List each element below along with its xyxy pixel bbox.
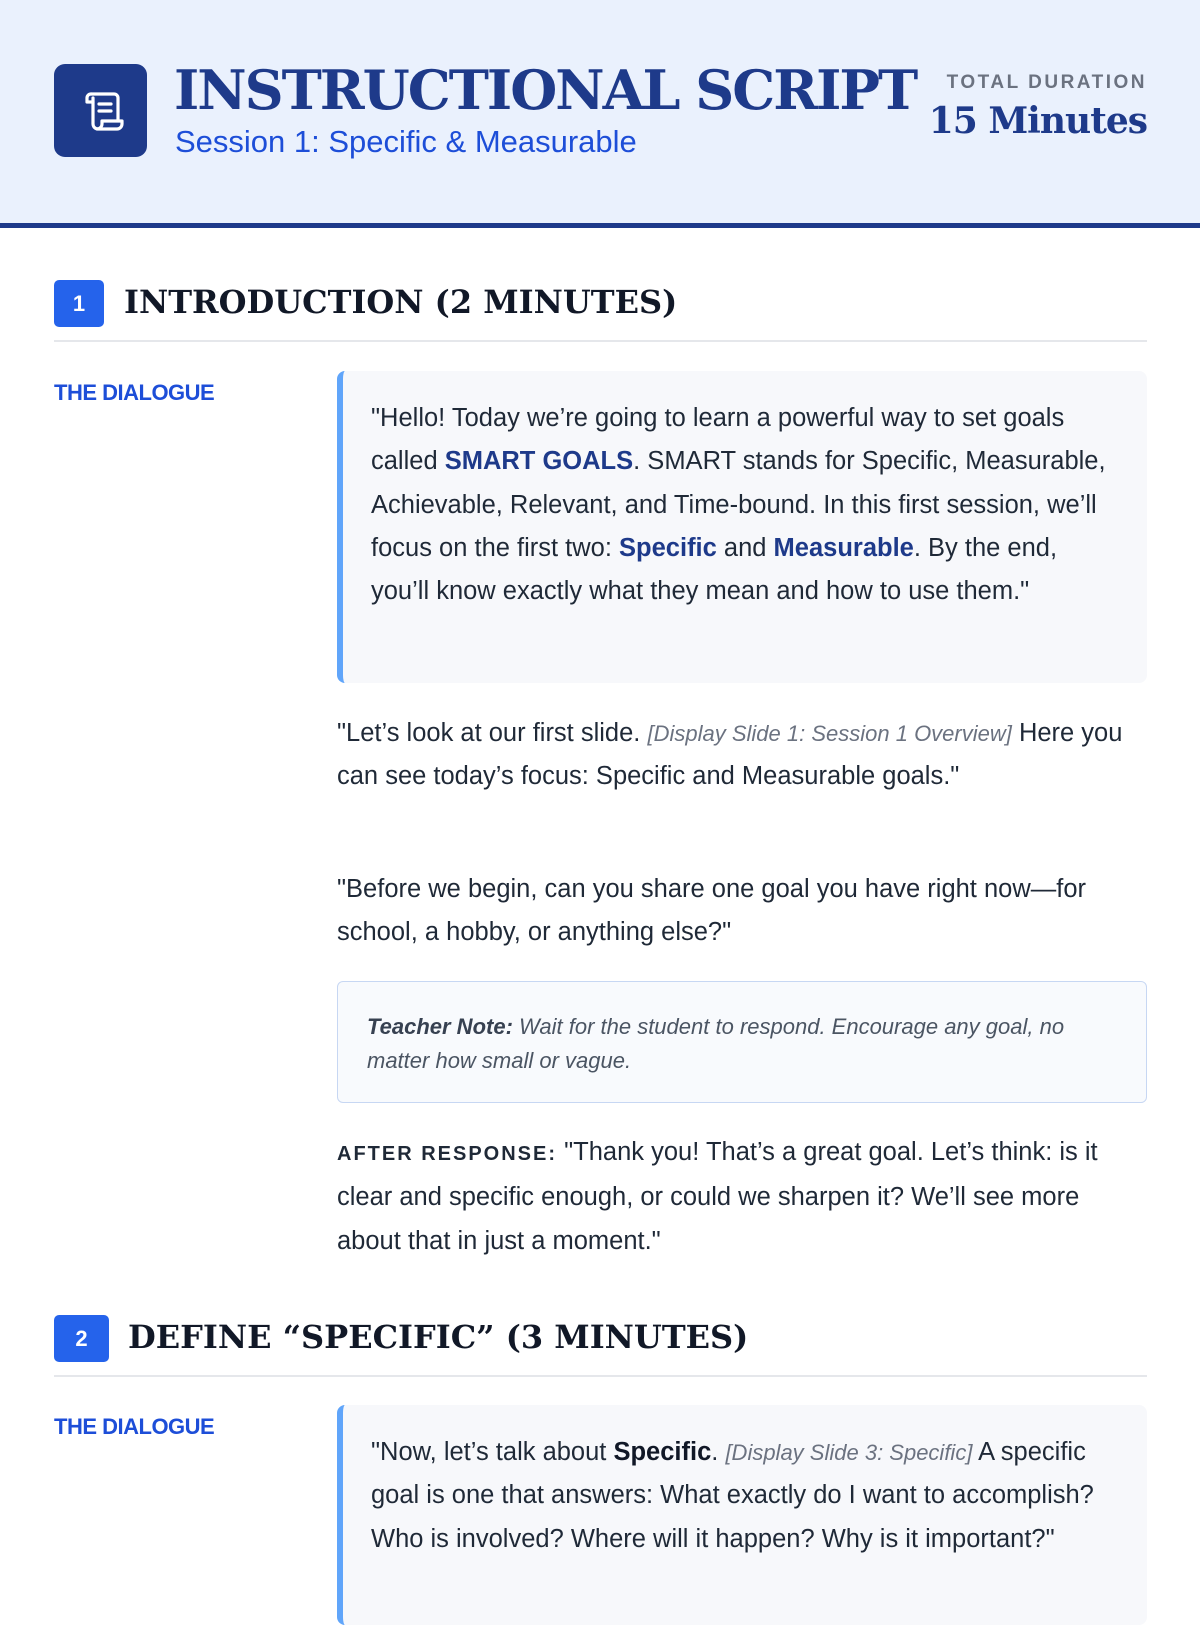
section-number-badge: 2	[54, 1315, 109, 1362]
section-title: DEFINE “SPECIFIC” (3 MINUTES)	[128, 1318, 749, 1356]
page-subtitle: Session 1: Specific & Measurable	[175, 124, 637, 159]
quote-emphasis: Specific	[613, 1438, 712, 1466]
quote-text: "Now, let’s talk about	[371, 1438, 614, 1466]
duration-label: TOTAL DURATION	[946, 72, 1147, 93]
dialogue-paragraph: "Before we begin, can you share one goal you have right now—for school, a hobby, or anything else?"	[337, 875, 1087, 947]
dialogue-label: THE DIALOGUE	[54, 380, 215, 405]
quote-emphasis: Measurable	[773, 533, 914, 562]
paragraph-text: Here you can see today’s focus: Specific and Measurable goals."	[337, 719, 1123, 791]
dialogue-paragraph	[337, 712, 1147, 799]
after-response-text: "Thank you! That’s a great goal. Let’s think: is it clear and specific enough, or could we sharpen it? We’ll see more about that in just a moment."	[337, 1138, 1098, 1255]
quote-text: . SMART stands for Specific, Measurable, Achievable, Relevant, and Time-bound. In this first session, we’ll focus on the first two:	[371, 447, 1106, 562]
section-divider	[54, 340, 1147, 342]
teacher-note	[337, 981, 1147, 1103]
after-response-paragraph	[337, 1131, 1147, 1263]
scroll-icon	[54, 64, 147, 157]
slide-cue: [Display Slide 1: Session 1 Overview]	[647, 721, 1012, 746]
quote-text: A specific goal is one that answers: What exactly do I want to accomplish? Who is involved? Where will it happen? Why is it important?"	[371, 1438, 1094, 1553]
section-divider	[54, 1375, 1147, 1377]
quote-text: . By the end, you’ll know exactly what they mean and how to use them."	[371, 533, 1058, 606]
quote-text: .	[711, 1438, 726, 1466]
section-title: INTRODUCTION (2 MINUTES)	[124, 283, 678, 321]
duration-value: 15 Minutes	[928, 100, 1147, 142]
quote-text: "Hello! Today we’re going to learn a powerful way to set goals called	[371, 404, 1065, 476]
page-header	[0, 0, 1200, 228]
dialogue-quote	[337, 1405, 1147, 1625]
dialogue-label: THE DIALOGUE	[54, 1414, 215, 1439]
slide-cue: [Display Slide 3: Specific]	[725, 1440, 973, 1465]
teacher-note-label: Teacher Note:	[367, 1014, 513, 1039]
teacher-note-text: Wait for the student to respond. Encourage any goal, no matter how small or vague.	[367, 1014, 1065, 1073]
quote-emphasis: Specific	[619, 533, 717, 562]
quote-emphasis: SMART GOALS	[444, 447, 634, 476]
quote-text: and	[716, 533, 774, 562]
after-response-label: AFTER RESPONSE:	[337, 1143, 558, 1165]
paragraph-text: "Let’s look at our first slide.	[337, 719, 648, 747]
page-title: INSTRUCTIONAL SCRIPT	[174, 58, 917, 122]
section-number-badge: 1	[54, 280, 104, 327]
dialogue-quote	[337, 371, 1147, 683]
